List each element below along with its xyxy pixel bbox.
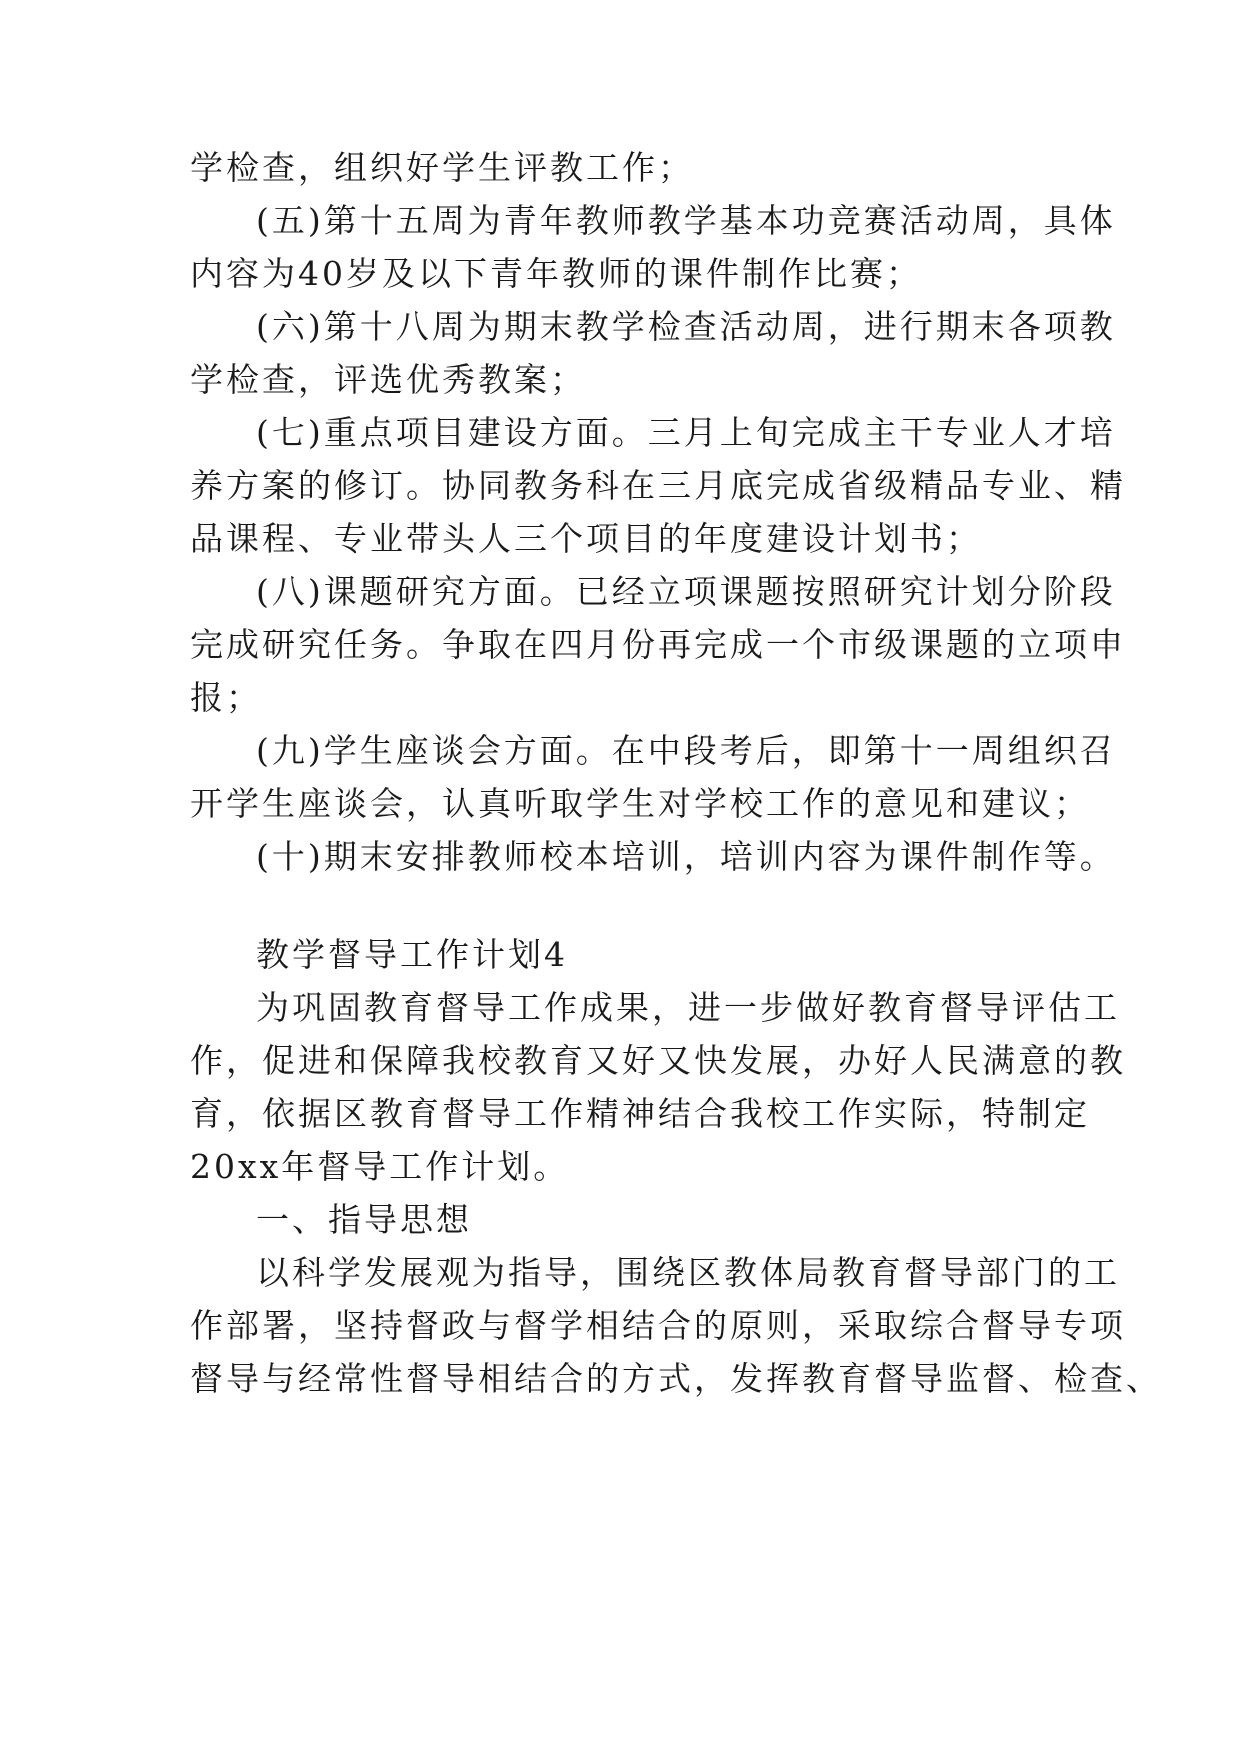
text-line: (六)第十八周为期末教学检查活动周，进行期末各项教 <box>256 307 1116 346</box>
text-line: 学检查，组织好学生评教工作； <box>190 148 694 187</box>
text-line: 育，依据区教育督导工作精神结合我校工作实际，特制定 <box>190 1094 1090 1133</box>
text-line: 作部署，坚持督政与督学相结合的原则，采取综合督导专项 <box>190 1306 1126 1345</box>
text-line: (十)期末安排教师校本培训，培训内容为课件制作等。 <box>256 837 1116 876</box>
text-line: 督导与经常性督导相结合的方式，发挥教育督导监督、检查、 <box>190 1359 1162 1398</box>
text-line: 品课程、专业带头人三个项目的年度建设计划书； <box>190 519 982 558</box>
text-line: 以科学发展观为指导，围绕区教体局教育督导部门的工 <box>256 1253 1120 1292</box>
text-line: (七)重点项目建设方面。三月上旬完成主干专业人才培 <box>256 413 1116 452</box>
text-line: 养方案的修订。协同教务科在三月底完成省级精品专业、精 <box>190 466 1126 505</box>
text-line: 20xx年督导工作计划。 <box>190 1147 570 1186</box>
text-line: 完成研究任务。争取在四月份再完成一个市级课题的立项申 <box>190 625 1126 664</box>
text-line: (八)课题研究方面。已经立项课题按照研究计划分阶段 <box>256 572 1116 611</box>
text-line: 为巩固教育督导工作成果，进一步做好教育督导评估工 <box>256 988 1120 1027</box>
text-line: 内容为40岁及以下青年教师的课件制作比赛； <box>190 254 922 293</box>
text-line: 作，促进和保障我校教育又好又快发展，办好人民满意的教 <box>190 1041 1126 1080</box>
text-line: 学检查，评选优秀教案； <box>190 360 586 399</box>
text-line: (九)学生座谈会方面。在中段考后，即第十一周组织召 <box>256 731 1116 770</box>
text-line: 开学生座谈会，认真听取学生对学校工作的意见和建议； <box>190 784 1090 823</box>
text-line: 报； <box>190 678 262 717</box>
section-heading: 教学督导工作计划4 <box>256 935 568 974</box>
subsection-heading: 一、指导思想 <box>256 1200 472 1239</box>
text-line: (五)第十五周为青年教师教学基本功竞赛活动周，具体 <box>256 201 1116 240</box>
